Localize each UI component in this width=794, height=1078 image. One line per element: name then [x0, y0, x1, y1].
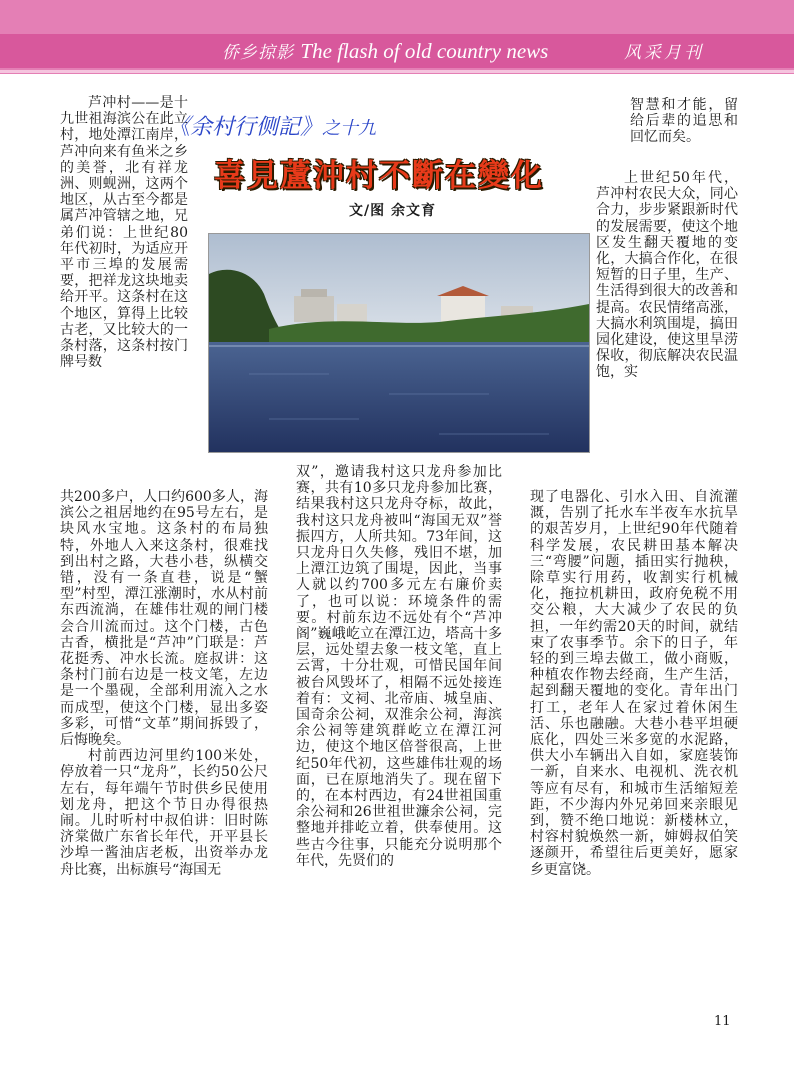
- series-number: 之十九: [322, 118, 377, 139]
- series-name: 《余村行侧記》: [168, 115, 323, 140]
- column-1-bottom: [60, 489, 268, 981]
- column-1-top: [60, 95, 188, 491]
- article-photo: [208, 233, 590, 453]
- article-byline: 文/图 余文育: [349, 203, 436, 219]
- paragraph: 上世纪50年代，芦冲村农民大众，同心合力，步步紧跟新时代的发展需要，使这个地区发生翻天覆地的变化，大搞合作化，在很短暂的日子里，生产、生活得到很大的改善和提高。农民情绪高涨，大搞水利筑围堤，搞田园化建设，使这里旱涝保收，彻底解决农民温饱，实: [596, 170, 738, 381]
- header-section-english: The flash of old country news: [300, 39, 549, 63]
- header-divider: [0, 70, 794, 73]
- article-title: 喜見蘆沖村不斷在變化: [214, 158, 544, 194]
- header-section-prefix: 侨乡掠影: [222, 43, 294, 63]
- column-3-top: [630, 97, 738, 169]
- series-title: [168, 110, 458, 144]
- paragraph: 芦冲村——是十九世祖海滨公在此立村，地处潭江南岸，芦冲向来有鱼米之乡的美誉，北有祥龙洲、则蚬洲，这两个地区，从古至今都是属芦冲管辖之地，兄弟们说：上世纪80年代初时，为适应开平市三埠的发展需要，把祥龙这块地卖给开平。这条村在这个地区，算得上比较古老，又比较大的一条村落，这条村按门牌号数: [60, 95, 188, 371]
- paragraph: 双”，邀请我村这只龙舟参加比赛，共有10多只龙舟参加比赛，结果我村这只龙舟夺标，故此，我村这只龙舟被叫“海国无双”誉振四方，人所共知。73年间，这只龙舟日久失修，残旧不堪，加上潭江边筑了围堤，因此，当事人就以约700多元左右廉价卖了，也可以说：环境条件的需要。村前东边不远处有个“芦冲阁”巍峨屹立在潭江边，塔高十多层，远处望去象一枝文笔，直上云霄，十分壮观，可惜民国年间被台风毁坏了，相隔不远处接连着有：文祠、北帝庙、城皇庙、国奇余公祠，双淮余公祠，海滨余公祠等建筑群屹立在潭江河边，使这个地区倍誉很高，上世纪50年代初，这些雄伟壮观的场面，已在原地消失了。现在留下的，在本村西边，有24世祖国重余公祠和26世祖世濂余公祠，完整地并排屹立着，供奉使用。这些古今往事，只能充分说明那个年代，先贤们的: [296, 464, 502, 869]
- paragraph: 智慧和才能，留给后辈的追思和回忆而矣。: [630, 97, 738, 146]
- paragraph: 村前西边河里约100米处，停放着一只“龙舟”，长约50公尺左右，每年端午节时供乡民使用划龙舟，把这个节日办得很热闹。儿时听村中叔伯讲：旧时陈济棠做广东省长年代，开平县长沙埠一酱油店老板，出资举办龙舟比赛，出标旗号“海国无: [60, 748, 268, 878]
- column-3-bottom: [530, 489, 738, 983]
- page-number: 11: [714, 1014, 731, 1029]
- header-band: [0, 0, 794, 74]
- header-magazine-name: 风采月刊: [624, 43, 704, 63]
- paragraph: 现了电器化、引水入田、自流灌溉，告别了托水车半夜车水抗旱的艰苦岁月，上世纪90年代随着科学发展，农民耕田基本解决三“弯腰”问题，插田实行抛秧，除草实行用药，收割实行机械化，拖拉机耕田，政府免税不用交公粮，大大减少了农民的负担，一年约需20天的时间，就结束了农事季节。余下的日子，年轻的到三埠去做工，做小商贩，种植农作物去经商，生产生活，起到翻天覆地的变化。青年出门打工，老年人在家过着休闲生活、乐也融融。大巷小巷平坦硬底化，四处三米多宽的水泥路，供大小车辆出入自如，家庭装饰一新，自来水、电视机、洗衣机等应有尽有，和城市生活缩短差距，不少海内外兄弟回来亲眼见到，赞不绝口地说：新楼林立，村容村貌焕然一新，婶姆叔伯笑逐颜开，希望往后更美好，愿家乡更富饶。: [530, 489, 738, 878]
- header-section-title: [222, 38, 548, 64]
- column-3-middle: [596, 170, 738, 488]
- paragraph: 共200多户，人口约600多人，海滨公之祖居地约在95号左右，是块风水宝地。这条村的布局独特，外地人入来这条村，很难找到出村之路，大巷小巷，纵横交错，没有一条直巷，说是“蟹型”村型，潭江涨潮时，水从村前东西流淌，在雄伟壮观的闸门楼会合川流而过。这个门楼，古色古香，横批是“芦冲”门联是：芦花挺秀、冲水长流。庭叔讲：这条村门前右边是一枝文笔，左边是一个墨砚，全部利用流入之水而成型，使这个门楼，显出多姿多彩，可惜“文革”期间拆毁了，后悔晚矣。: [60, 489, 268, 749]
- column-2: [296, 464, 502, 984]
